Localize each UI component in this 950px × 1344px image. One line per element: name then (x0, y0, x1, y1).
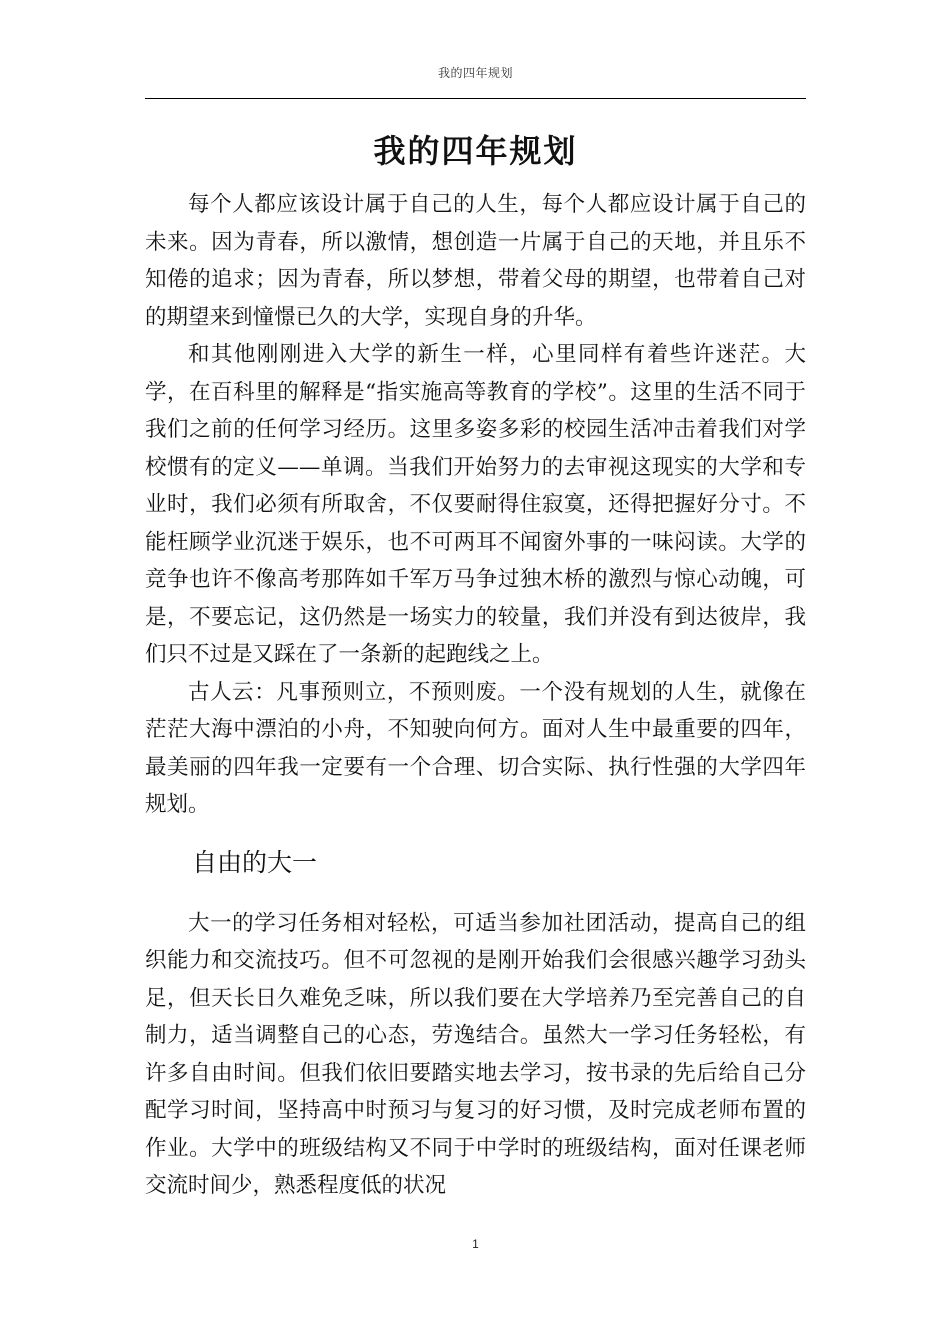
header-divider (145, 98, 806, 99)
document-title: 我的四年规划 (373, 132, 578, 170)
running-header: 我的四年规划 (437, 66, 513, 80)
intro-paragraph-3: 古人云：凡事预则立，不预则废。一个没有规划的人生，就像在茫茫大海中漂泊的小舟，不知驶向何方。面对人生中最重要的四年，最美丽的四年我一定要有一个合理、切合实际、执行性强的大学四年规划。 (145, 679, 806, 817)
section-paragraph-freshman: 大一的学习任务相对轻松，可适当参加社团活动，提高自己的组织能力和交流技巧。但不可忽视的是刚开始我们会很感兴趣学习劲头足，但天长日久难免乏味，所以我们要在大学培养乃至完善自己的自制力，适当调整自己的心态，劳逸结合。虽然大一学习任务轻松，有许多自由时间。但我们依旧要踏实地去学习，按书录的先后给自己分配学习时间，坚持高中时预习与复习的好习惯，及时完成老师布置的作业。大学中的班级结构又不同于中学时的班级结构，面对任课老师交流时间少，熟悉程度低的状况 (145, 910, 806, 1198)
intro-paragraph-1: 每个人都应该设计属于自己的人生，每个人都应设计属于自己的未来。因为青春，所以激情，想创造一片属于自己的天地，并且乐不知倦的追求；因为青春，所以梦想，带着父母的期望，也带着自己对的期望来到憧憬已久的大学，实现自身的升华。 (145, 192, 806, 330)
document-body (145, 186, 806, 1205)
page-number: 1 (472, 1237, 479, 1251)
intro-paragraph-2: 和其他刚刚进入大学的新生一样，心里同样有着些许迷茫。大学，在百科里的解释是“指实施高等教育的学校”。这里的生活不同于我们之前的任何学习经历。这里多姿多彩的校园生活冲击着我们对学校惯有的定义——单调。当我们开始努力的去审视这现实的大学和专业时，我们必须有所取舍，不仅要耐得住寂寞，还得把握好分寸。不能枉顾学业沉迷于娱乐，也不可两耳不闻窗外事的一味闷读。大学的竞争也许不像高考那阵如千军万马争过独木桥的激烈与惊心动魄，可是，不要忘记，这仍然是一场实力的较量，我们并没有到达彼岸，我们只不过是又踩在了一条新的起跑线之上。 (145, 342, 806, 667)
section-heading-freshman: 自由的大一 (192, 847, 318, 877)
